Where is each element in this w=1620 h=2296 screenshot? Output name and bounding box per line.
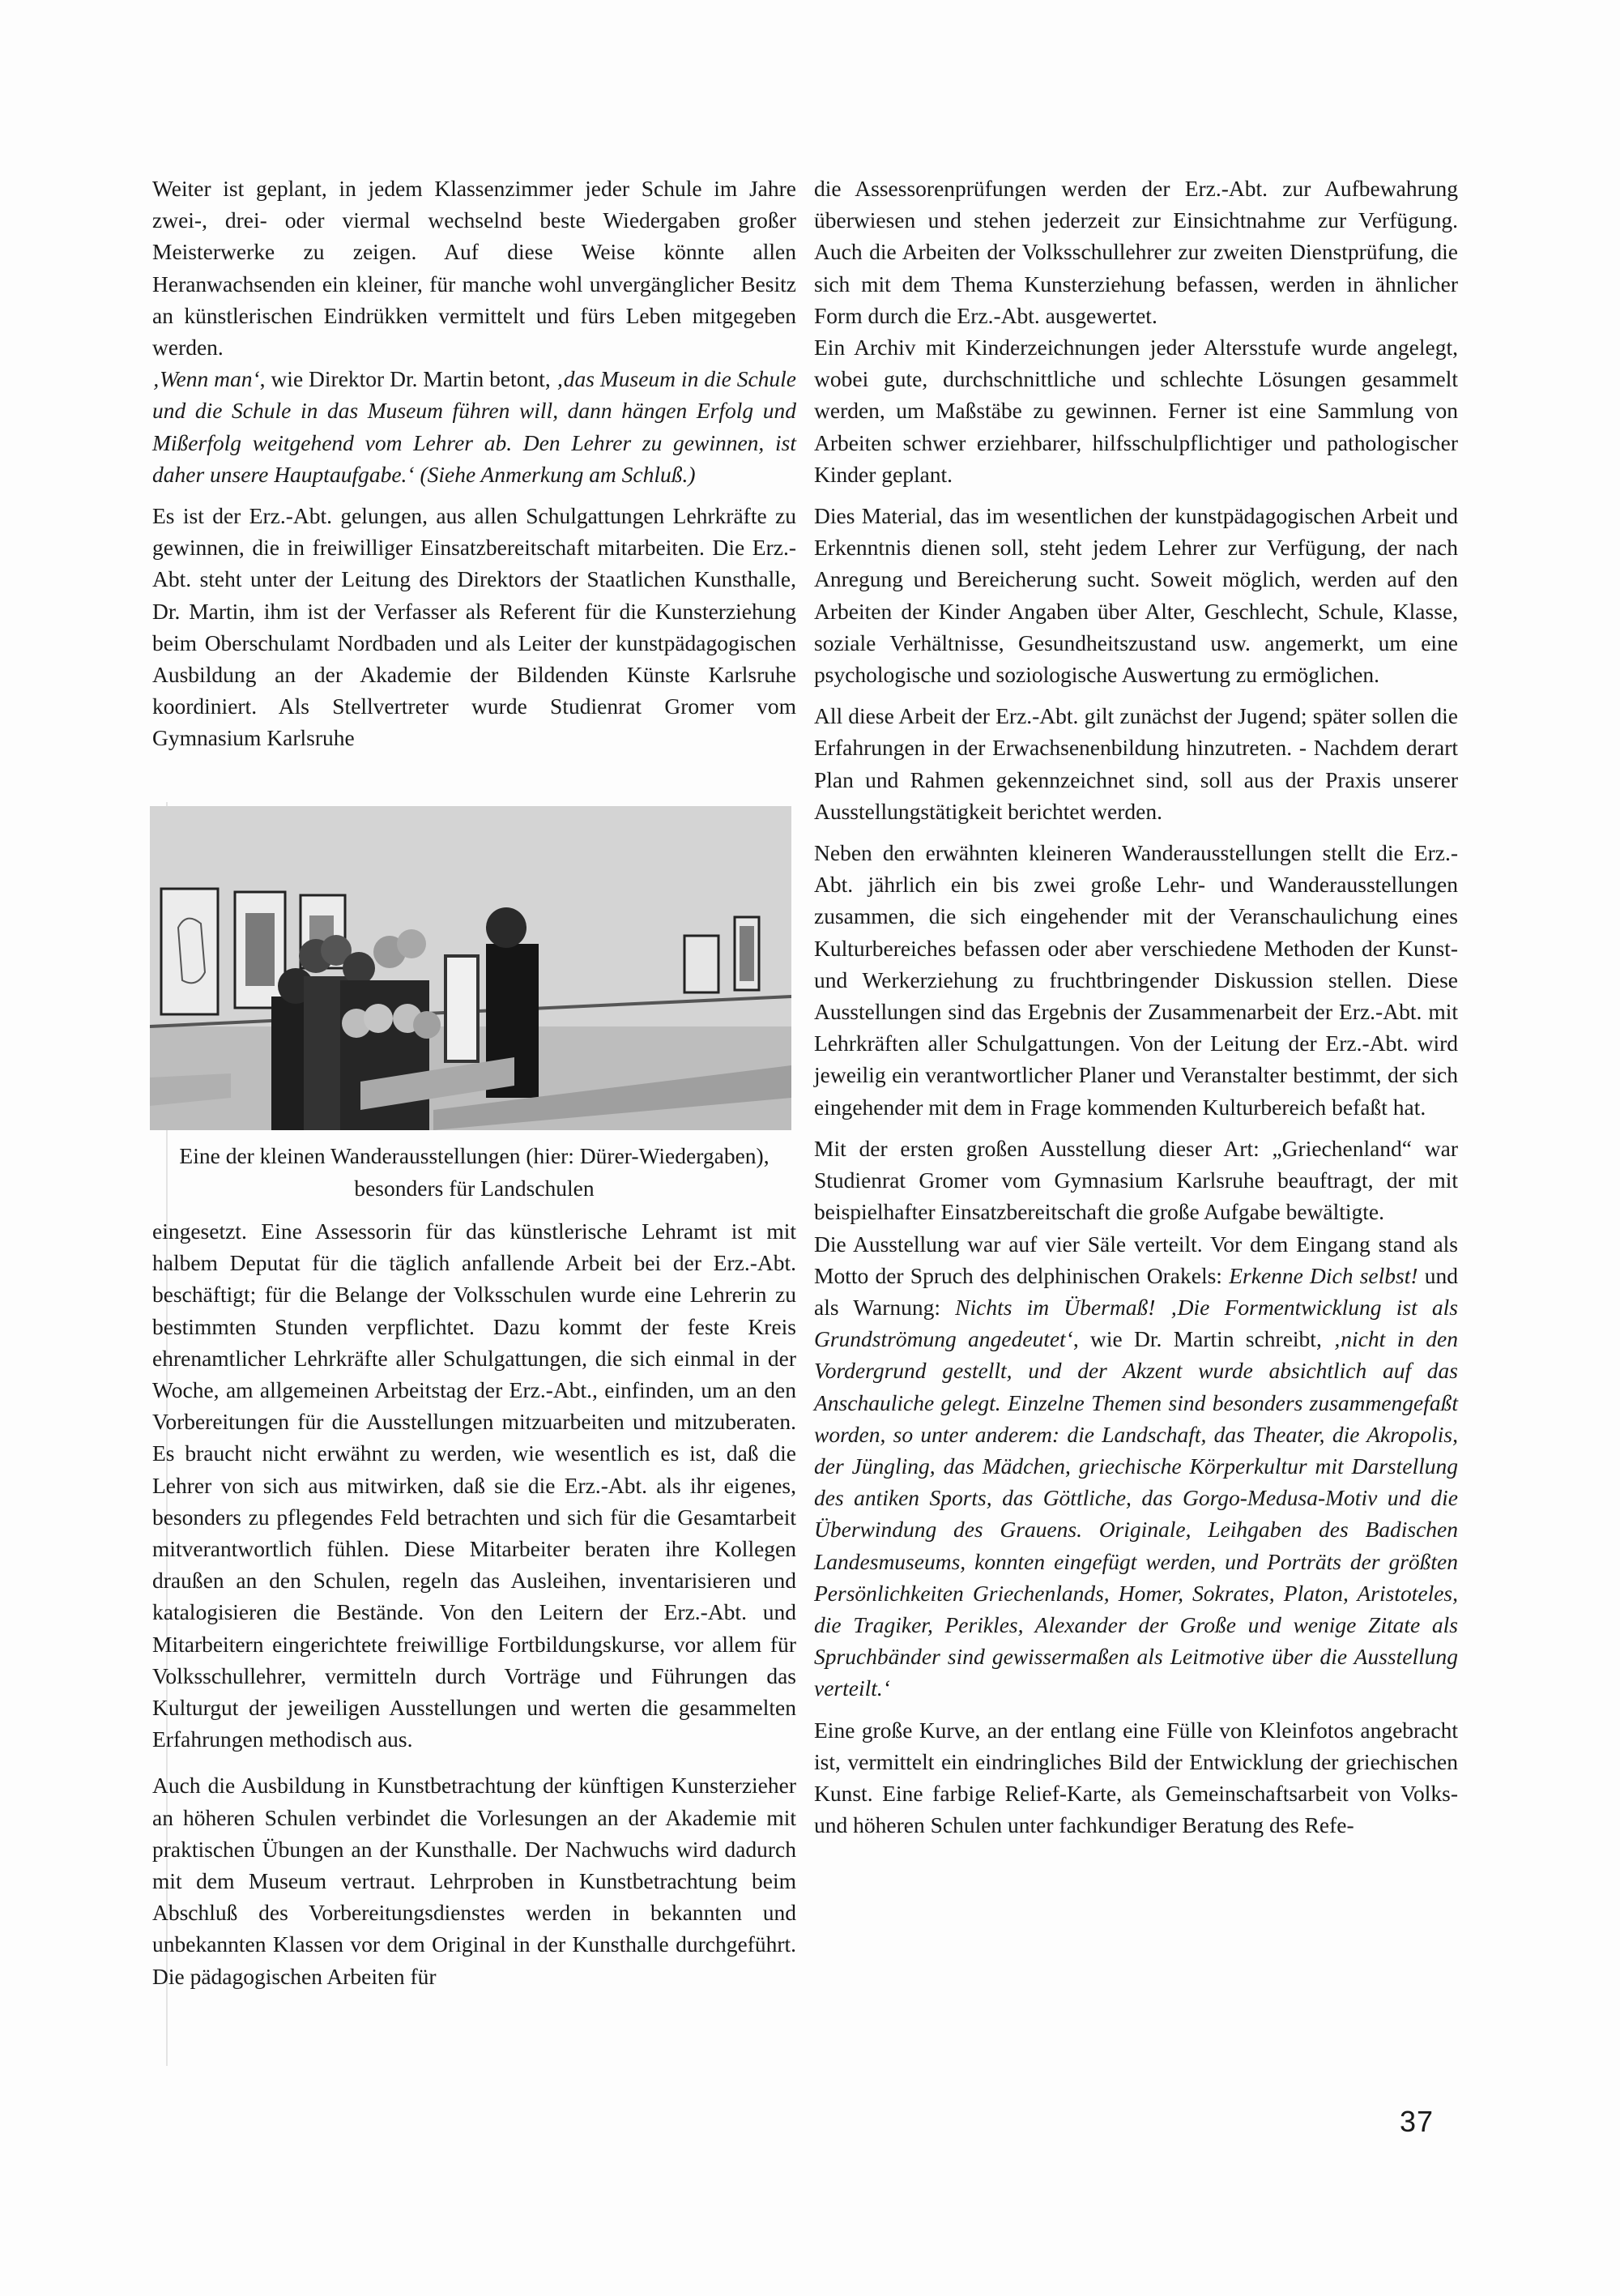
motto: Erkenne Dich selbst!	[1229, 1262, 1418, 1288]
boy-head	[343, 952, 375, 984]
text-fragment: Die Ausstellung war auf vier Säle verteilt. Vor dem Eingang stand als Motto der Spruch des delphinischen Orakels:	[814, 1231, 1458, 1288]
text-fragment: und als Warnung:	[814, 1262, 1458, 1320]
framed-picture	[684, 936, 718, 992]
right-column	[814, 173, 1458, 1850]
paragraph: Es ist der Erz.-Abt. gelungen, aus allen Schulgattungen Lehrkräfte zu gewinnen, die in freiwilliger Einsatzbereitschaft mitarbeiten. Die Erz.-Abt. steht unter der Leitung des Direktors der Staatlichen Kunsthalle, Dr. Martin, ihm ist der Verfasser als Referent für die Kunsterziehung beim Oberschulamt Nordbaden und als Leiter der kunstpädagogischen Ausbildung an der Akademie der Bildenden Künste Karlsruhe koordiniert. Als Stellvertreter wurde Studienrat Gromer vom Gymnasium Karlsruhe	[152, 503, 796, 751]
paragraph: Ein Archiv mit Kinderzeichnungen jeder Altersstufe wurde angelegt, wobei gute, durchschnittliche und schlechte Lösungen gesammelt werden, um Maßstäbe zu gewinnen. Ferner ist eine Sammlung von Arbeiten schwer erziehbarer, hilfsschulpflichtiger und pathologischer Kinder geplant.	[814, 335, 1458, 487]
quote-fragment: ‚nicht in den Vordergrund gestellt, und der Akzent wurde absichtlich auf das Anschauliche gelegt. Einzelne Themen sind besonders zusammengefaßt worden, so unter anderem: die Landschaft, das Theater, die Akropolis, der Jüngling, das Mädchen, griechische Körperkultur mit Darstellung des antiken Sports, das Göttliche, das Gorgo-Medusa-Motiv und die Überwindung des Grauens. Originale, Leihgaben des Badischen Landesmuseums, konnten eingefügt werden, und Porträts der größten Persönlichkeiten Griechenlands, Homer, Sokrates, Platon, Aristoteles, die Tragiker, Perikles, Alexander der Große und wenige Zitate als Spruchbänder sind gewissermaßen als Leitmotive über die Ausstellung verteilt.‘	[814, 1326, 1459, 1701]
paragraph: Neben den erwähnten kleineren Wanderausstellungen stellt die Erz.-Abt. jährlich ein bis zwei große Lehr- und Wanderausstellungen zusammen, die sich eingehender mit der Veranschaulichung eines Kulturbereiches befassen oder aber verschiedene Methoden der Kunst- und Werkerziehung zu fruchtbringender Diskussion stellen. Diese Ausstellungen sind das Ergebnis der Zusammenarbeit der Erz.-Abt. mit Lehrkräften aller Schulgattungen. Von der Leitung der Erz.-Abt. wird jeweilig ein verantwortlicher Planer und Veranstalter bestimmt, der sich eingehender mit dem in Frage kommenden Kulturbereich befaßt hat.	[814, 840, 1458, 1120]
display-board	[446, 956, 478, 1061]
page-number: 37	[1400, 2105, 1435, 2138]
paragraph-quote	[152, 363, 796, 490]
paragraph: Mit der ersten großen Ausstellung dieser Art: „Griechenland“ war Studienrat Gromer vom Gymnasium Karlsruhe beauftragt, der mit beispielhafter Einsatzbereitschaft die große Aufgabe bewältigte.	[814, 1135, 1458, 1225]
left-column-lower	[152, 1215, 796, 2002]
paragraph: Auch die Ausbildung in Kunstbetrachtung der künftigen Kunsterzieher an höheren Schulen verbindet die Vorlesungen an der Akademie mit praktischen Übungen an der Kunsthalle. Der Nachwuchs wird dadurch mit dem Museum vertraut. Lehrproben in Kunstbetrachtung beim Abschluß des Vorbereitungsdienstes werden in bekannten und unbekannten Klassen vor dem Original in der Kunsthalle durchgeführt. Die pädagogischen Arbeiten für	[152, 1773, 796, 1989]
paragraph: Weiter ist geplant, in jedem Klassenzimmer jeder Schule im Jahre zwei-, drei- oder viermal wechselnd beste Wiedergaben großer Meisterwerke zu zeigen. Auf diese Weise könnte allen Heranwachsenden ein kleiner, für manche wohl unvergänglicher Besitz an künstlerischen Eindrükken vermittelt und fürs Leben mitgegeben werden.	[152, 176, 796, 361]
paragraph: eingesetzt. Eine Assessorin für das künstlerische Lehramt ist mit halbem Deputat für die täglich anfallende Arbeit bei der Erz.-Abt. beschäftigt; für die Belange der Volksschulen wurde eine Lehrerin zu bestimmten Stunden verpflichtet. Dazu kommt der feste Kreis ehrenamtlicher Lehrkräfte aller Schulgattungen, die sich einmal in der Woche, am allgemeinen Arbeitstag der Erz.-Abt., einfinden, um an den Vorbereitungen für die Ausstellungen mitzuarbeiten und mitzuberaten. Es braucht nicht erwähnt zu werden, wie wesentlich es ist, daß die Lehrer von sich aus mitwirken, daß sie die Erz.-Abt. als ihr eigenes, besonders zu pflegendes Feld betrachten und sich für die Gesamtarbeit mitverantwortlich fühlen. Diese Mitarbeiter beraten ihre Kollegen draußen an den Schulen, regeln das Ausleihen, inventarisieren und katalogisieren die Bestände. Von den Leitern der Erz.-Abt. und Mitarbeitern eingerichtete freiwillige Fortbildungskurse, vor allem für Volksschullehrer, vermitteln durch Vorträge und Führungen das Kulturgut der jeweiligen Ausstellungen und werten die gesammelten Erfahrungen methodisch aus.	[152, 1218, 796, 1752]
quote-fragment: ‚das Museum in die Schule und die Schule in das Museum führen will, dann hängen Erfolg und Mißerfolg weitgehend vom Lehrer ab. Den Lehrer zu gewinnen, ist daher unsere Hauptaufgabe.‘ (Siehe Anmerkung am Schluß.)	[152, 366, 797, 487]
figure-caption: Eine der kleinen Wanderausstellungen (hier: Dürer-Wiedergaben), besonders für Landschulen	[179, 1143, 770, 1201]
dark-print	[245, 913, 275, 986]
paragraph: All diese Arbeit der Erz.-Abt. gilt zunächst der Jugend; später sollen die Erfahrungen in der Erwachsenenbildung hinzutreten. - Nachdem derart Plan und Rahmen gekennzeichnet sind, soll aus der Praxis unserer Ausstellungstätigkeit berichtet werden.	[814, 703, 1458, 824]
teacher-head	[486, 907, 526, 948]
boy-head	[397, 929, 426, 958]
dark-print	[740, 926, 754, 981]
paragraph: Dies Material, das im wesentlichen der kunstpädagogischen Arbeit und Erkenntnis dienen soll, steht jedem Lehrer zur Verfügung, der nach Anregung und Bereicherung sucht. Soweit möglich, werden auf den Arbeiten der Kinder Angaben über Alter, Geschlecht, Schule, Klasse, soziale Verhältnisse, Gesundheitszustand usw. angemerkt, um eine psychologische und soziologische Auswertung zu ermöglichen.	[814, 503, 1458, 688]
framed-picture	[161, 889, 218, 1014]
warning-quote: Nichts im Übermaß! ‚Die Formentwicklung ist als Grundströmung angedeutet‘	[814, 1294, 1458, 1352]
paragraph: Eine große Kurve, an der entlang eine Fülle von Kleinfotos angebracht ist, vermittelt ein eindringliches Bild der Entwicklung der griechischen Kunst. Eine farbige Relief-Karte, als Gemeinschaftsarbeit von Volks- und höheren Schulen unter fachkundiger Beratung des Refe-	[814, 1717, 1458, 1838]
paragraph: die Assessorenprüfungen werden der Erz.-Abt. zur Aufbewahrung überwiesen und stehen jederzeit zur Einsichtnahme zur Verfügung. Auch die Arbeiten der Volksschullehrer zur zweiten Dienstprüfung, die sich mit dem Thema Kunsterziehung befassen, werden in ähnlicher Form durch die Erz.-Abt. ausgewertet.	[814, 176, 1458, 328]
photo-illustration	[150, 806, 791, 1130]
boy-head	[364, 1004, 393, 1033]
text-fragment: , wie Dr. Martin schreibt,	[1072, 1326, 1334, 1352]
text-fragment: , wie Direktor Dr. Martin betont,	[259, 366, 556, 392]
paragraph-quote	[814, 1228, 1458, 1705]
exhibition-photo	[150, 806, 791, 1130]
left-column-upper	[152, 173, 796, 764]
boys-bodies	[340, 980, 429, 1130]
boy-head	[413, 1011, 441, 1039]
quote-fragment: ‚Wenn man‘	[152, 366, 260, 392]
